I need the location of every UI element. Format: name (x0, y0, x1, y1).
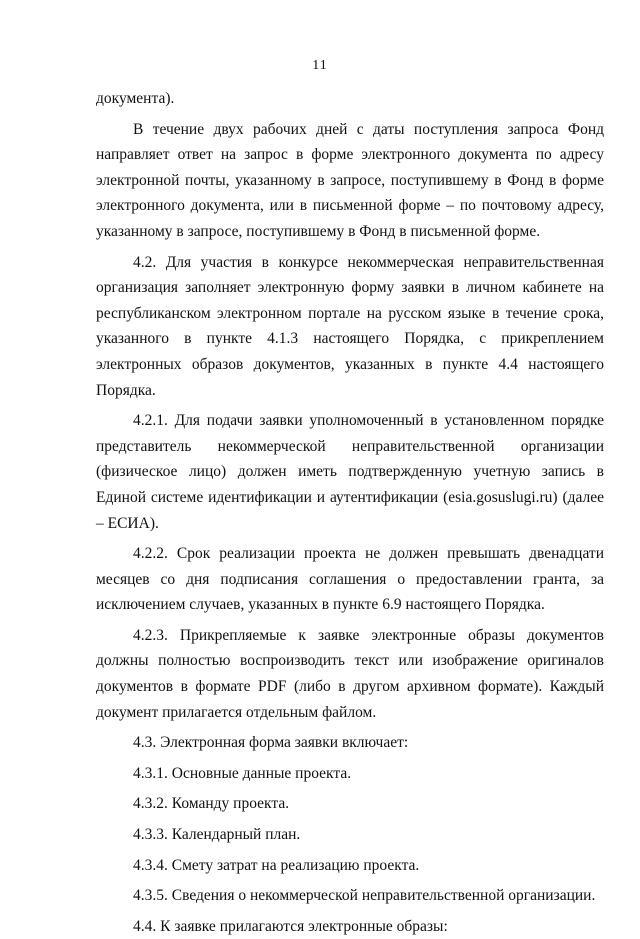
list-item-4-3-5: 4.3.5. Сведения о некоммерческой неправительственной организации. (133, 887, 596, 905)
list-item-4-3-2: 4.3.2. Команду проекта. (133, 795, 290, 813)
list-item-4-3-3: 4.3.3. Календарный план. (133, 826, 301, 844)
document-body (96, 86, 604, 939)
list-item-4-3: 4.3. Электронная форма заявки включает: (133, 734, 409, 752)
paragraph-4-2-2: 4.2.2. Срок реализации проекта не должен превышать двенадцати месяцев со дня подписания соглашения о предоставлении гранта, за исключением случаев, указанных в пункте 6.9 настоящего Порядка. (96, 545, 604, 614)
application-form-list (96, 730, 604, 939)
paragraph-continuation: документа). (96, 90, 175, 107)
paragraph-4-2: 4.2. Для участия в конкурсе некоммерческая неправительственная организация заполняет электронную форму заявки в личном кабинете на республиканском электронном портале на русском языке в течение срока, указанного в пункте 4.1.3 настоящего Порядка, с прикреплением электронных образов документов, указанных в пункте 4.4 настоящего Порядка. (96, 253, 604, 399)
list-item-4-3-1: 4.3.1. Основные данные проекта. (133, 764, 352, 782)
page-number: 11 (312, 58, 328, 73)
paragraph-4-2-1: 4.2.1. Для подачи заявки уполномоченный в установленном порядке представитель некоммерческой неправительственной организации (физическое лицо) должен иметь подтвержденную учетную запись в Единой системе идентификации и аутентификации (esia.gosuslugi.ru) (далее – ЕСИА). (96, 412, 604, 532)
list-item-4-4: 4.4. К заявке прилагаются электронные образы: (133, 917, 448, 935)
paragraph-4-2-3: 4.2.3. Прикрепляемые к заявке электронные образы документов должны полностью воспроизводить текст или изображение оригиналов документов в формате PDF (либо в другом архивном формате). Каждый документ прилагается отдельным файлом. (96, 626, 604, 721)
paragraph-response-terms: В течение двух рабочих дней с даты поступления запроса Фонд направляет ответ на запрос в форме электронного документа по адресу электронной почты, указанному в запросе, поступившему в Фонд в форме электронного документа, или в письменной форме – по почтовому адресу, указанному в запросе, поступившему в Фонд в письменной форме. (96, 120, 604, 240)
list-item-4-3-4: 4.3.4. Смету затрат на реализацию проекта. (133, 856, 420, 874)
